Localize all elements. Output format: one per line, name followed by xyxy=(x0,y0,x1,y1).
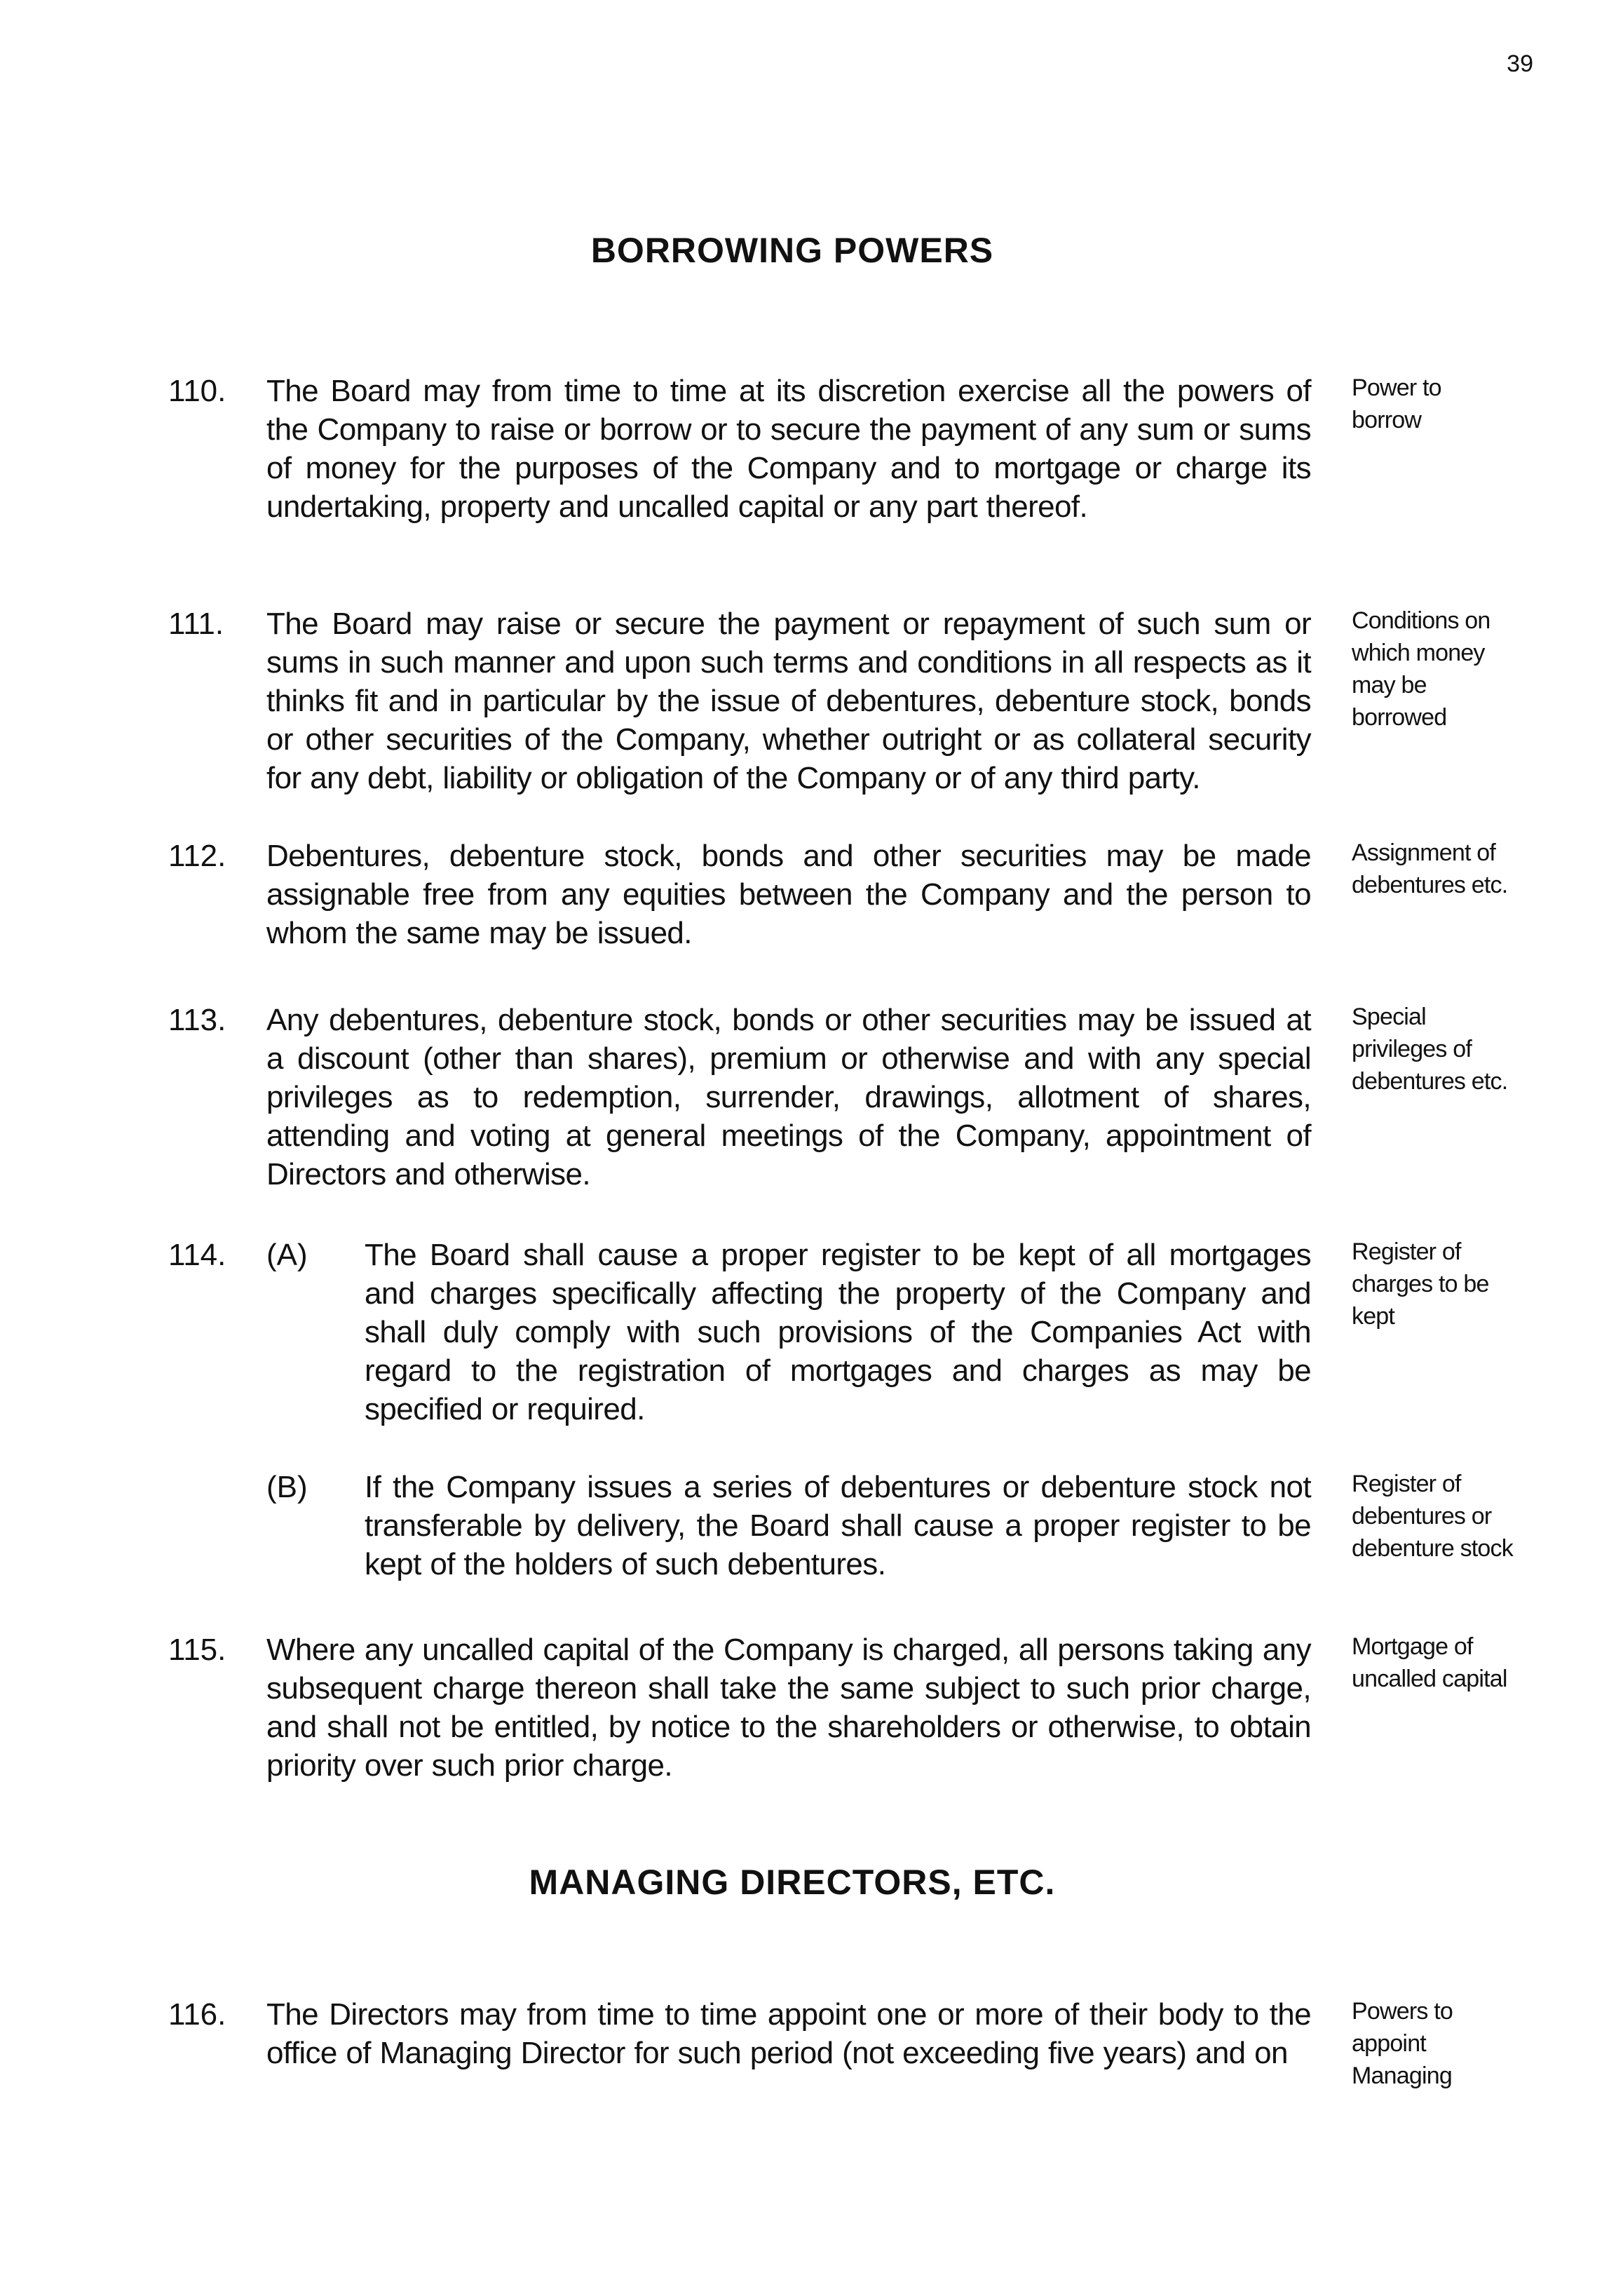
margin-note: Register of debentures or debenture stock xyxy=(1352,1471,1513,1562)
margin-note: Assignment of debentures etc. xyxy=(1352,839,1508,898)
clause-number: 115. xyxy=(168,1633,226,1667)
clause-number: 113. xyxy=(168,1003,226,1037)
section-heading-borrowing-powers: BORROWING POWERS xyxy=(590,231,994,270)
margin-note: Mortgage of uncalled capital xyxy=(1352,1633,1507,1692)
sub-clause-label: (A) xyxy=(266,1238,308,1272)
clause-text: Any debentures, debenture stock, bonds or other securities may be issued at a discount (other than shares), premium or otherwise and with any special privileges as to redemption, surrender, drawings, allotment of shares, attending and voting at general meetings of the Company, appointment of Directors and otherwise. xyxy=(266,1003,1311,1191)
margin-note: Conditions on which money may be borrowed xyxy=(1352,607,1490,731)
clause-number: 112. xyxy=(168,839,226,873)
margin-note: Power to borrow xyxy=(1352,374,1441,433)
clause-text: The Board may from time to time at its discretion exercise all the powers of the Company to raise or borrow or to secure the payment of any sum or sums of money for the purposes of the Company and to mortgage or charge its undertaking, property and uncalled capital or any part thereof. xyxy=(266,374,1311,524)
section-heading-managing-directors: MANAGING DIRECTORS, ETC. xyxy=(529,1863,1056,1902)
sub-clause-label: (B) xyxy=(266,1470,308,1504)
margin-note: Powers to appoint Managing xyxy=(1352,1998,1453,2089)
clause-text: Where any uncalled capital of the Company is charged, all persons taking any subsequent charge thereon shall take the same subject to such prior charge, and shall not be entitled, by notice to the shareholders or otherwise, to obtain priority over such prior charge. xyxy=(266,1633,1311,1783)
clause-text: If the Company issues a series of debentures or debenture stock not transferable by delivery, the Board shall cause a proper register to be kept of the holders of such debentures. xyxy=(365,1470,1311,1581)
clause-text: The Board shall cause a proper register to be kept of all mortgages and charges specifically affecting the property of the Company and shall duly comply with such provisions of the Companies Act with regard to the registration of mortgages and charges as may be specified or required. xyxy=(365,1238,1311,1426)
clause-text: The Directors may from time to time appoint one or more of their body to the office of Managing Director for such period (not exceeding five years) and on xyxy=(266,1997,1311,2070)
clause-number: 110. xyxy=(168,374,226,408)
clause-number: 116. xyxy=(168,1997,226,2032)
clause-text: The Board may raise or secure the payment or repayment of such sum or sums in such manner and upon such terms and conditions in all respects as it thinks fit and in particular by the issue of debentures, debenture stock, bonds or other securities of the Company, whether outright or as collateral security for any debt, liability or obligation of the Company or of any third party. xyxy=(266,607,1311,795)
margin-note: Special privileges of debentures etc. xyxy=(1352,1004,1508,1095)
clause-text: Debentures, debenture stock, bonds and other securities may be made assignable free from any equities between the Company and the person to whom the same may be issued. xyxy=(266,839,1311,950)
clause-number: 114. xyxy=(168,1238,226,1272)
page-number: 39 xyxy=(1507,50,1533,77)
margin-note: Register of charges to be kept xyxy=(1352,1238,1489,1330)
clause-number: 111. xyxy=(168,607,224,641)
